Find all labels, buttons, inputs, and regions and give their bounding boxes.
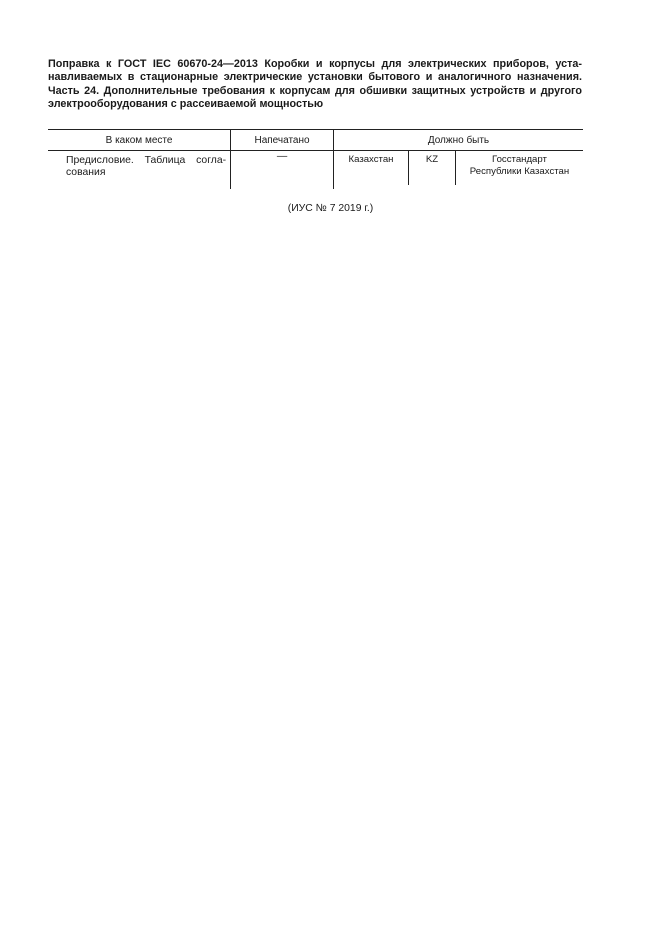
- cell-country-code: KZ: [408, 151, 455, 185]
- cell-country: Казахстан: [348, 154, 394, 165]
- cell-should-be: [333, 151, 583, 190]
- cell-where-line-2: сования: [66, 167, 106, 179]
- header-should-be: Должно быть: [333, 130, 583, 151]
- correction-table: [48, 129, 583, 189]
- cell-where-line-1: Предисловие. Таблица согла-: [66, 155, 227, 166]
- header-printed: Напечатано: [231, 130, 334, 151]
- correction-table-header: [48, 130, 583, 151]
- header-where: В каком месте: [48, 130, 231, 151]
- correction-table-body: [48, 151, 583, 190]
- table-header-row: [48, 130, 583, 151]
- should-be-subcells: [334, 151, 583, 185]
- cell-standards-body-line-1: Госстандарт: [492, 154, 547, 165]
- amendment-title-line-4: электрооборудования с рассеиваемой мощностью: [48, 98, 324, 111]
- amendment-title-line-1: Поправка к ГОСТ IEC 60670-24—2013 Коробки и корпусы для электрических приборов, уста-: [48, 58, 582, 70]
- table-row: [48, 151, 583, 190]
- cell-printed-value: —: [276, 151, 288, 162]
- amendment-title-line-3: Часть 24. Дополнительные требования к корпусам для обшивки защитных устройств и другого: [48, 84, 582, 97]
- cell-printed: [231, 151, 334, 190]
- cell-where: [48, 151, 231, 190]
- amendment-title-line-2: навливаемых в стационарные электрические установки бытового и аналогичного назначения.: [48, 71, 582, 84]
- source-reference: (ИУС № 7 2019 г.): [287, 203, 374, 214]
- cell-standards-body: [455, 151, 583, 185]
- cell-standards-body-line-2: Республики Казахстан: [469, 166, 570, 178]
- amendment-title: [48, 58, 582, 112]
